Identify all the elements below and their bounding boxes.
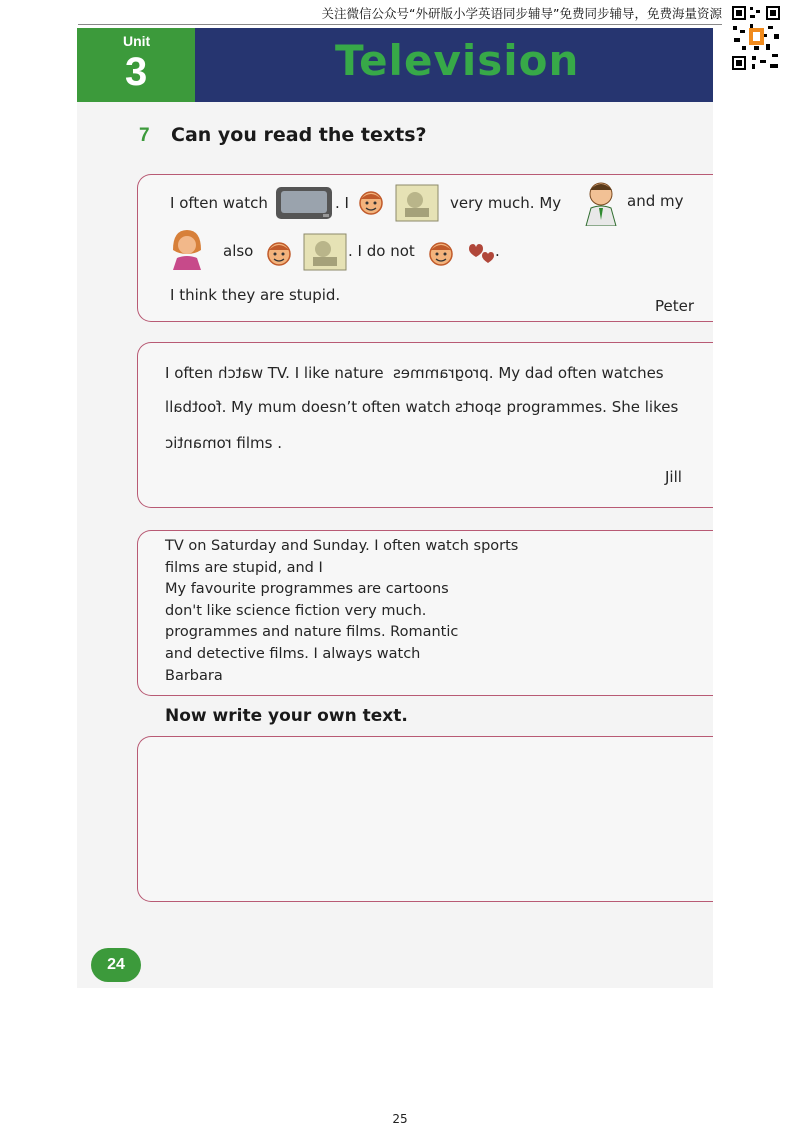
text1-line1-d: and my [627,192,684,210]
page-number-badge: 24 [91,948,141,982]
text2-line2-c: programmes. She likes [506,398,679,416]
mum-icon [169,228,205,270]
text3-line-3: My favourite programmes are cartoons [165,581,449,597]
text2-line2 [165,398,678,416]
cartoon-picture-icon-2 [303,233,347,271]
exercise-number: 7 [139,125,150,146]
exercise-title: Can you read the texts? [171,124,427,146]
unit-label: Unit [123,33,151,49]
text2-line1-c: . My dad often watches [488,364,664,382]
text2-line1-b: TV. I like nature [267,364,384,382]
text1-line2-b: . I do not [348,242,415,260]
text2-mirror-romantic: romantic [165,434,232,452]
text2-line1-a: I often [165,364,214,382]
text1-line1-b: . I [335,194,349,212]
header-divider [78,24,722,25]
text1-line2-a: also [223,242,254,260]
unit-number: 3 [125,50,148,94]
boy-face-icon-2 [265,238,293,268]
cartoon-picture-icon [395,184,439,222]
header-note: 关注微信公众号“外研版小学英语同步辅导”免费同步辅导，免费海量资源 [321,6,722,21]
text1-line3: I think they are stupid. [170,286,341,304]
write-text-box[interactable] [137,736,713,902]
unit-banner [77,28,713,102]
footer-page-number: 25 [392,1112,408,1126]
text2-line2-b: . My mum doesn’t often watch [221,398,451,416]
text3-line-7: Barbara [165,668,223,684]
text3-line-5: programmes and nature films. Romantic [165,624,459,640]
text2-mirror-programmes: programmes [393,364,489,382]
text3-line-2: films are stupid, and I [165,560,323,576]
text3-line-1: TV on Saturday and Sunday. I often watch sports [165,538,519,554]
text2-line1 [165,364,664,382]
text3-line-4: don't like science fiction very much. [165,603,427,619]
text1-author: Peter [655,297,695,315]
hearts-icon [465,241,497,265]
boy-face-icon [357,187,385,217]
unit-title: Television [335,36,580,85]
text3-line-6: and detective films. I always watch [165,646,421,662]
tv-icon [275,186,333,220]
dad-icon [581,178,621,226]
text1-line1-a: I often watch [170,194,268,212]
unit-badge [77,28,195,102]
text2-mirror-football: football [165,398,222,416]
text2-mirror-watch: watch [217,364,263,382]
textbook-page [77,28,713,988]
qr-code-icon [730,4,782,72]
text2-line3 [165,434,282,452]
write-section-title: Now write your own text. [165,706,408,726]
boy-face-icon-3 [427,238,455,268]
text1-line2-c: . [495,242,500,260]
text2-line3-b: films . [236,434,282,452]
text2-mirror-sports: sports [455,398,502,416]
text1-line1-c: very much. My [450,194,562,212]
text2-author: Jill [665,468,682,486]
